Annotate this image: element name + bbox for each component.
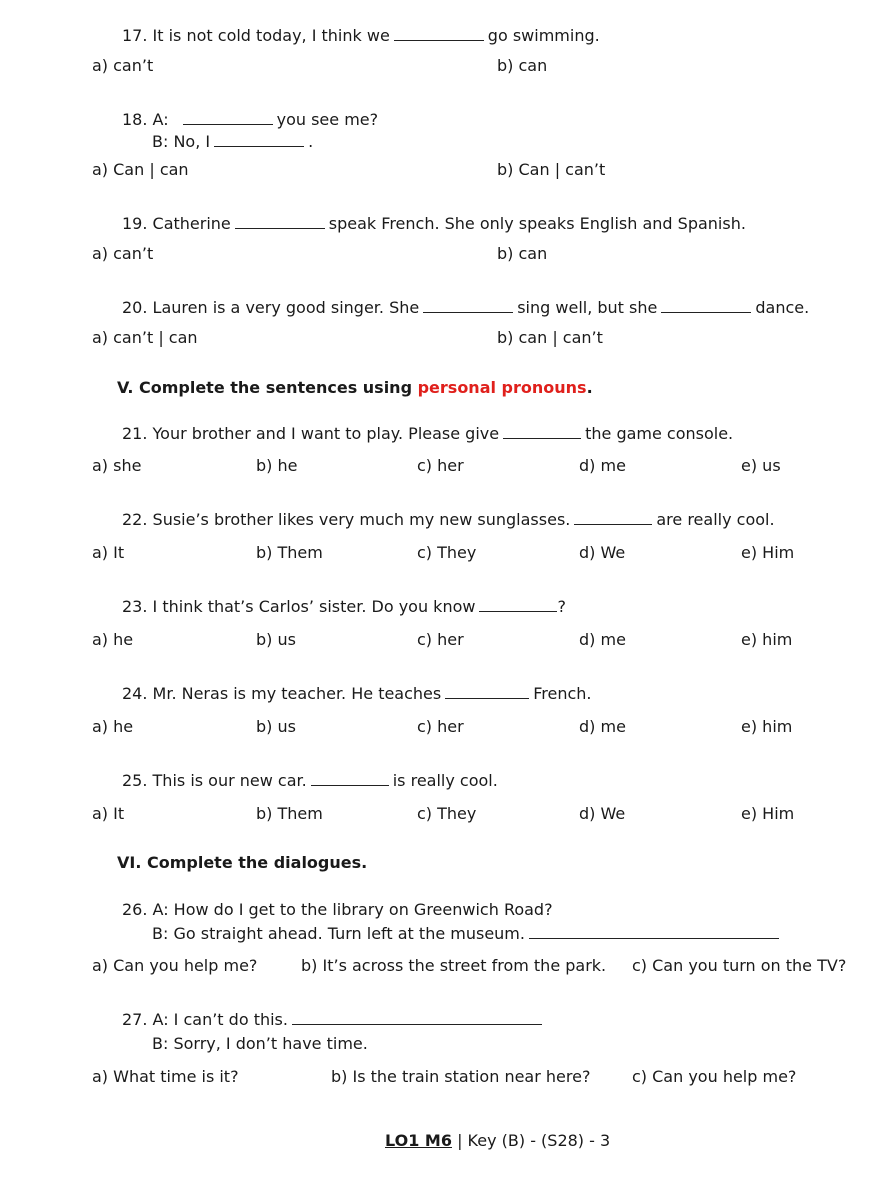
q27-option-b[interactable]: b) Is the train station near here? [331, 1067, 591, 1086]
q27-line1-text: 27. A: I can’t do this. [122, 1010, 288, 1029]
question-25 [122, 771, 498, 791]
q19-option-b[interactable]: b) can [497, 244, 548, 263]
q22-text1: 22. Susie’s brother likes very much my new sunglasses. [122, 510, 571, 529]
section-5-heading [117, 378, 593, 398]
q18-option-a[interactable]: a) Can | can [92, 160, 189, 179]
question-17 [122, 26, 600, 46]
q21-option-c[interactable]: c) her [417, 456, 464, 475]
q17-text2: go swimming. [487, 26, 600, 45]
q23-blank[interactable] [479, 597, 557, 612]
q23-option-c[interactable]: c) her [417, 630, 464, 649]
q21-text1: 21. Your brother and I want to play. Please give [122, 424, 500, 443]
q18-blank-1[interactable] [183, 110, 273, 125]
q18-line2b-text: . [308, 132, 314, 151]
q24-blank[interactable] [445, 684, 529, 699]
q25-blank[interactable] [311, 771, 389, 786]
q22-option-e[interactable]: e) Him [741, 543, 795, 562]
section-6-heading: VI. Complete the dialogues. [117, 853, 368, 872]
q24-text2: French. [533, 684, 592, 703]
q23-text2: ? [557, 597, 566, 616]
q23-option-d[interactable]: d) me [579, 630, 626, 649]
question-18-line2 [152, 132, 313, 152]
question-19 [122, 214, 746, 234]
question-18-line1 [122, 110, 378, 130]
q19-blank[interactable] [235, 214, 325, 229]
q22-option-a[interactable]: a) It [92, 543, 125, 562]
q20-text3: dance. [755, 298, 810, 317]
q26-option-a[interactable]: a) Can you help me? [92, 956, 258, 975]
q21-blank[interactable] [503, 424, 581, 439]
q20-option-a[interactable]: a) can’t | can [92, 328, 198, 347]
q25-option-c[interactable]: c) They [417, 804, 477, 823]
q27-line2: B: Sorry, I don’t have time. [152, 1034, 368, 1053]
q21-option-d[interactable]: d) me [579, 456, 626, 475]
q26-option-c[interactable]: c) Can you turn on the TV? [632, 956, 847, 975]
q18-line2-text: B: No, I [152, 132, 211, 151]
q26-line1: 26. A: How do I get to the library on Greenwich Road? [122, 900, 553, 919]
q21-option-b[interactable]: b) he [256, 456, 298, 475]
q20-text2: sing well, but she [517, 298, 658, 317]
q22-option-d[interactable]: d) We [579, 543, 626, 562]
footer-rest: | Key (B) - (S28) - 3 [451, 1131, 611, 1150]
q23-text1: 23. I think that’s Carlos’ sister. Do you know [122, 597, 476, 616]
q26-option-b[interactable]: b) It’s across the street from the park. [301, 956, 607, 975]
section-5-suffix: . [586, 378, 593, 397]
q24-text1: 24. Mr. Neras is my teacher. He teaches [122, 684, 442, 703]
q19-text1: 19. Catherine [122, 214, 231, 233]
q25-option-d[interactable]: d) We [579, 804, 626, 823]
q23-option-e[interactable]: e) him [741, 630, 793, 649]
question-22 [122, 510, 775, 530]
q20-blank-2[interactable] [661, 298, 751, 313]
q20-option-b[interactable]: b) can | can’t [497, 328, 603, 347]
q27-blank[interactable] [292, 1010, 542, 1025]
q26-blank[interactable] [529, 924, 779, 939]
q25-text2: is really cool. [392, 771, 498, 790]
q20-text1: 20. Lauren is a very good singer. She [122, 298, 420, 317]
q27-option-c[interactable]: c) Can you help me? [632, 1067, 797, 1086]
q26-line2-text: B: Go straight ahead. Turn left at the museum. [152, 924, 525, 943]
page-footer [385, 1131, 610, 1151]
footer-code: LO1 M6 [385, 1131, 452, 1150]
q25-text1: 25. This is our new car. [122, 771, 307, 790]
question-27-line1 [122, 1010, 546, 1030]
section-5-prefix: V. Complete the sentences using [117, 378, 418, 397]
q22-text2: are really cool. [656, 510, 775, 529]
q19-option-a[interactable]: a) can’t [92, 244, 154, 263]
q24-option-b[interactable]: b) us [256, 717, 296, 736]
q18-blank-2[interactable] [214, 132, 304, 147]
question-21 [122, 424, 733, 444]
q22-blank[interactable] [574, 510, 652, 525]
q21-option-e[interactable]: e) us [741, 456, 781, 475]
q18-line1b-text: you see me? [276, 110, 379, 129]
q19-text2: speak French. She only speaks English and Spanish. [328, 214, 746, 233]
q24-option-e[interactable]: e) him [741, 717, 793, 736]
q22-option-c[interactable]: c) They [417, 543, 477, 562]
q23-option-b[interactable]: b) us [256, 630, 296, 649]
question-24 [122, 684, 592, 704]
q27-option-a[interactable]: a) What time is it? [92, 1067, 239, 1086]
q25-option-b[interactable]: b) Them [256, 804, 323, 823]
q17-text1: 17. It is not cold today, I think we [122, 26, 390, 45]
q23-option-a[interactable]: a) he [92, 630, 134, 649]
section-5-highlight: personal pronouns [417, 378, 587, 397]
q24-option-a[interactable]: a) he [92, 717, 134, 736]
q18-option-b[interactable]: b) Can | can’t [497, 160, 606, 179]
question-20 [122, 298, 809, 318]
q17-option-b[interactable]: b) can [497, 56, 548, 75]
question-26-line2 [152, 924, 783, 944]
q25-option-a[interactable]: a) It [92, 804, 125, 823]
question-23 [122, 597, 566, 617]
q21-option-a[interactable]: a) she [92, 456, 142, 475]
q24-option-c[interactable]: c) her [417, 717, 464, 736]
q24-option-d[interactable]: d) me [579, 717, 626, 736]
q18-line1-text: 18. A: [122, 110, 169, 129]
q17-blank[interactable] [394, 26, 484, 41]
q17-option-a[interactable]: a) can’t [92, 56, 154, 75]
q25-option-e[interactable]: e) Him [741, 804, 795, 823]
q22-option-b[interactable]: b) Them [256, 543, 323, 562]
q20-blank-1[interactable] [423, 298, 513, 313]
q21-text2: the game console. [585, 424, 734, 443]
